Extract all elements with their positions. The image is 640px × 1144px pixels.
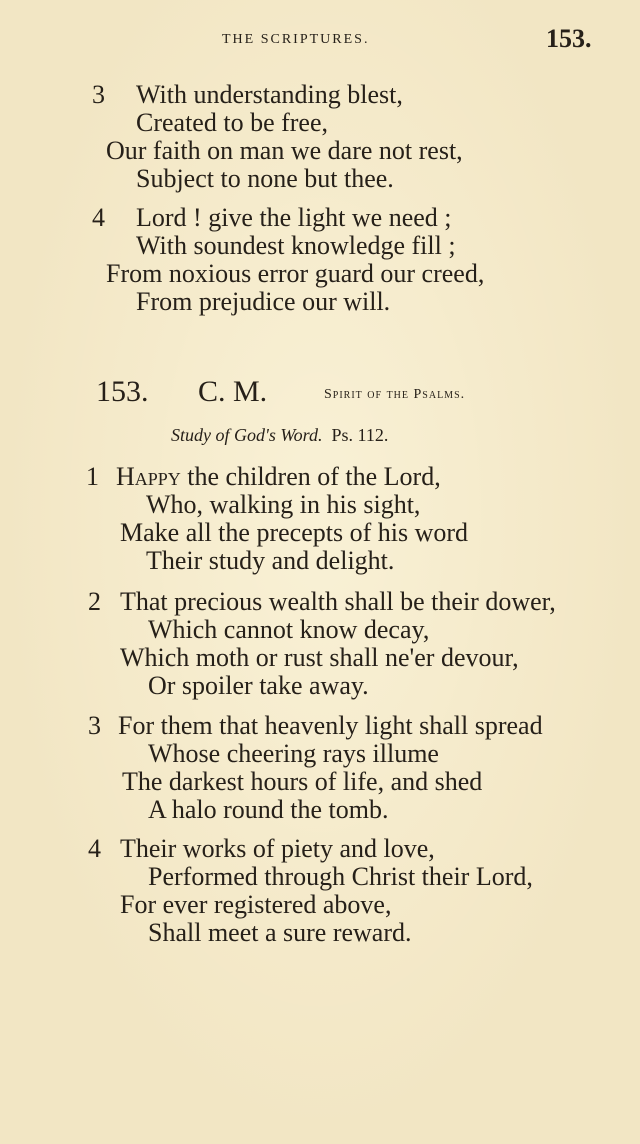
running-title: THE SCRIPTURES.: [222, 32, 370, 47]
verse-line: For ever registered above,: [120, 890, 392, 919]
verse-line: Their study and delight.: [146, 546, 395, 575]
verse-line: Our faith on man we dare not rest,: [106, 136, 463, 165]
verse-line: Created to be free,: [136, 108, 329, 137]
verse-line: Performed through Christ their Lord,: [148, 862, 533, 891]
verse-line: Which cannot know decay,: [148, 615, 430, 644]
verse-line: That precious wealth shall be their dower,: [120, 587, 556, 616]
verse-line: Whose cheering rays illume: [148, 739, 439, 768]
verse-line: With soundest knowledge fill ;: [136, 231, 456, 260]
stanza-number: 4: [88, 834, 101, 863]
page-number: 153.: [546, 24, 592, 53]
verse-line: Lord ! give the light we need ;: [136, 203, 452, 232]
hymn-meter: C. M.: [198, 375, 268, 408]
verse-line: Make all the precepts of his word: [120, 518, 469, 547]
verse-line-rest: the children of the Lord,: [180, 462, 441, 491]
stanza-number: 1: [86, 462, 99, 491]
verse-line: Or spoiler take away.: [148, 671, 369, 700]
verse-first-word: Happy: [116, 462, 181, 491]
stanza-number: 2: [88, 587, 101, 616]
hymn-source: Spirit of the Psalms.: [324, 387, 466, 402]
hymn-subtitle-title: Study of God's Word.: [171, 425, 323, 445]
verse-line: With understanding blest,: [136, 80, 403, 109]
verse-line: Shall meet a sure reward.: [148, 918, 412, 947]
stanza-number: 3: [88, 711, 101, 740]
verse-line: For them that heavenly light shall spread: [118, 711, 543, 740]
verse-line: From prejudice our will.: [136, 287, 391, 316]
psalm-reference: Ps. 112.: [331, 425, 389, 445]
verse-line: The darkest hours of life, and shed: [122, 767, 483, 796]
verse-line: Which moth or rust shall ne'er devour,: [120, 643, 519, 672]
verse-line: Their works of piety and love,: [120, 834, 435, 863]
verse-line: A halo round the tomb.: [148, 795, 389, 824]
verse-line: From noxious error guard our creed,: [106, 259, 485, 288]
stanza-number: 3: [92, 80, 105, 109]
hymn-subtitle: [171, 425, 388, 446]
hymn-number: 153.: [96, 375, 149, 408]
verse-line: [116, 462, 441, 492]
stanza-number: 4: [92, 203, 105, 232]
verse-line: Who, walking in his sight,: [146, 490, 421, 519]
verse-line: Subject to none but thee.: [136, 164, 394, 193]
